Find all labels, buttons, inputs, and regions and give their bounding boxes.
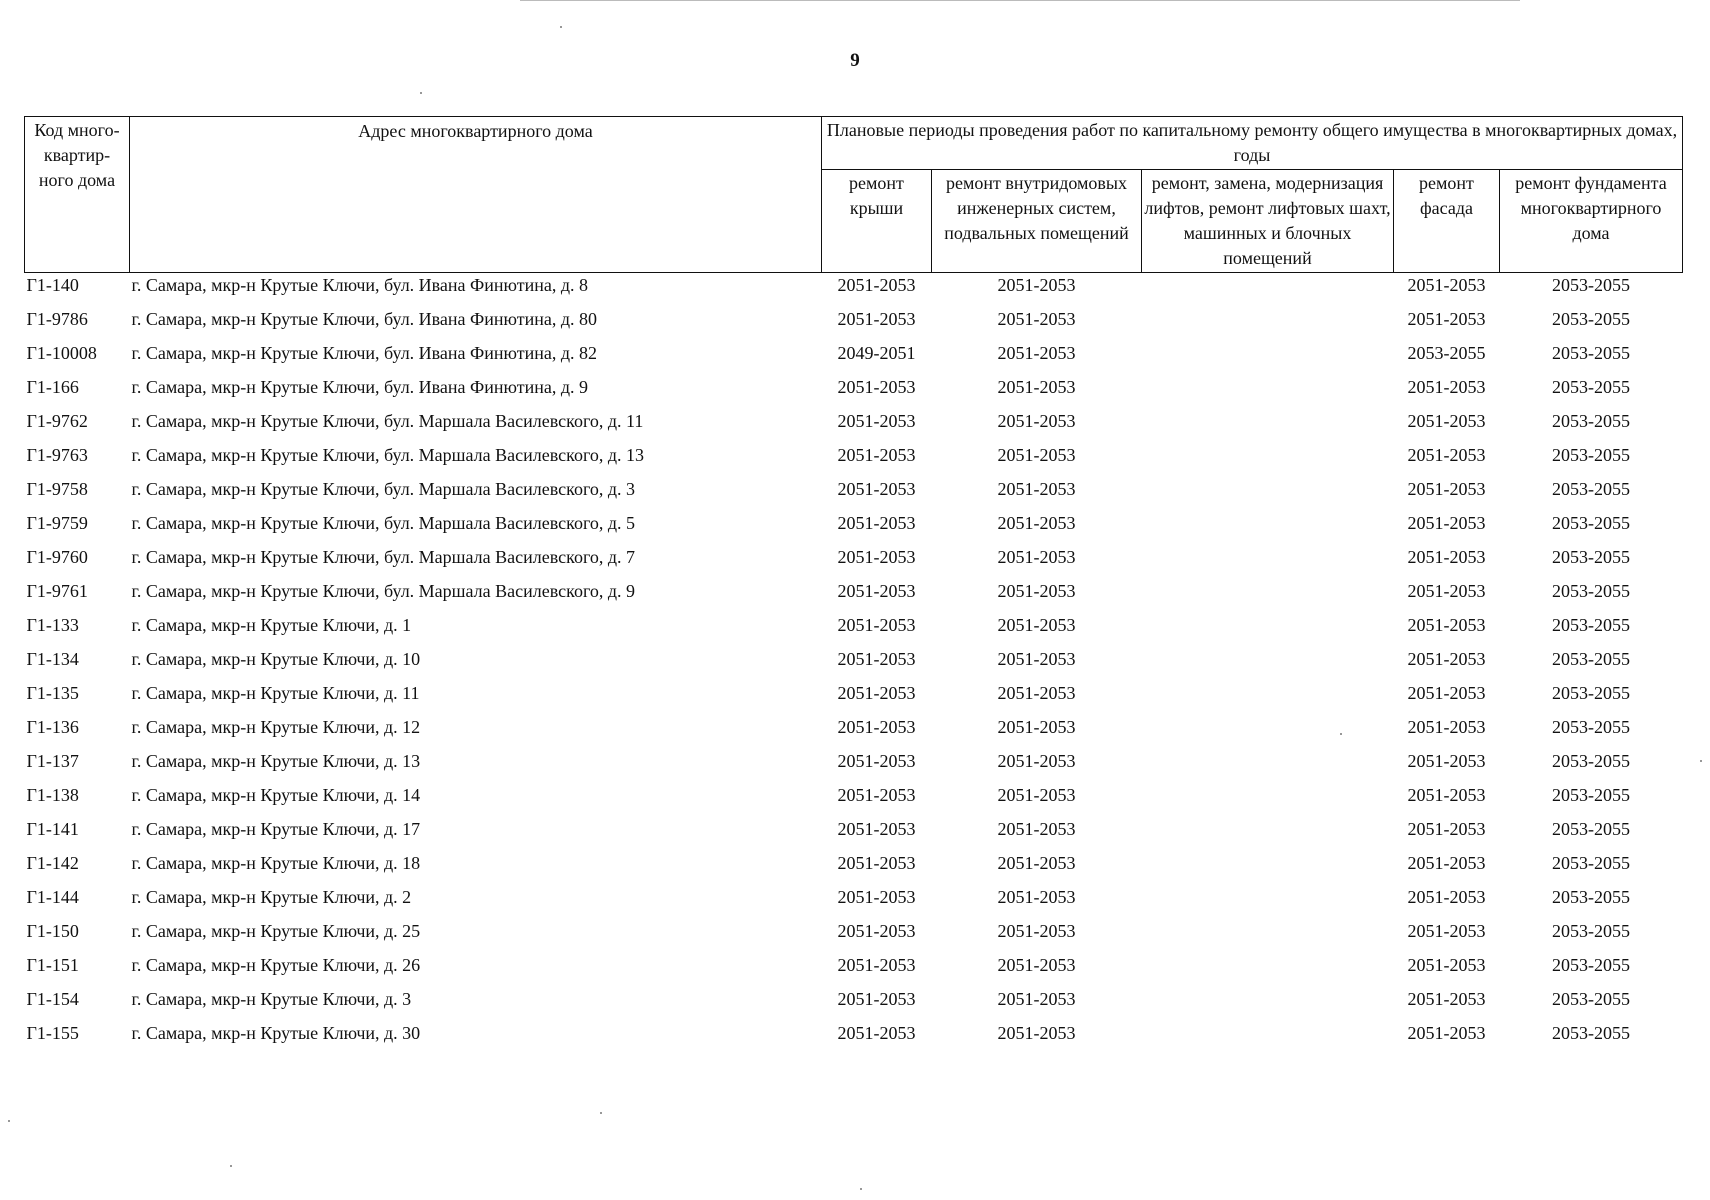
cell-code: Г1-9759 xyxy=(26,513,88,533)
cell-foundation: 2053-2055 xyxy=(1552,343,1630,363)
cell-code: Г1-140 xyxy=(26,275,79,295)
cell-roof: 2051-2053 xyxy=(837,1023,916,1043)
cell-address: г. Самара, мкр-н Крутые Ключи, бул. Ивана Финютина, д. 80 xyxy=(131,309,598,329)
cell-roof: 2051-2053 xyxy=(837,785,916,805)
cell-foundation: 2053-2055 xyxy=(1552,581,1630,601)
cell-roof: 2051-2053 xyxy=(837,581,916,601)
cell-code: Г1-134 xyxy=(26,649,79,669)
cell-code: Г1-133 xyxy=(26,615,79,635)
cell-foundation: 2053-2055 xyxy=(1552,377,1630,397)
cell-systems: 2051-2053 xyxy=(997,989,1076,1009)
table-row xyxy=(25,273,1683,308)
table-row xyxy=(25,511,1683,545)
cell-facade: 2051-2053 xyxy=(1407,445,1486,465)
cell-facade: 2053-2055 xyxy=(1407,343,1486,363)
table-row xyxy=(25,375,1683,409)
header-code: Код много-квартир-ного дома xyxy=(25,117,130,273)
cell-code: Г1-155 xyxy=(26,1023,79,1043)
cell-foundation: 2053-2055 xyxy=(1552,717,1630,737)
scan-speck xyxy=(1700,760,1702,762)
cell-foundation: 2053-2055 xyxy=(1552,921,1630,941)
cell-roof: 2051-2053 xyxy=(837,819,916,839)
cell-address: г. Самара, мкр-н Крутые Ключи, бул. Маршала Василевского, д. 9 xyxy=(131,581,636,601)
cell-foundation: 2053-2055 xyxy=(1552,955,1630,975)
cell-systems: 2051-2053 xyxy=(997,275,1076,295)
table-row xyxy=(25,409,1683,443)
table-row xyxy=(25,613,1683,647)
cell-foundation: 2053-2055 xyxy=(1552,445,1630,465)
header-foundation: ремонт фундамента многоквартирного дома xyxy=(1500,170,1683,273)
cell-address: г. Самара, мкр-н Крутые Ключи, д. 1 xyxy=(131,615,412,635)
cell-systems: 2051-2053 xyxy=(997,819,1076,839)
cell-facade: 2051-2053 xyxy=(1407,717,1486,737)
cell-roof: 2051-2053 xyxy=(837,683,916,703)
cell-elevators xyxy=(1142,579,1394,613)
cell-foundation: 2053-2055 xyxy=(1552,513,1630,533)
cell-elevators xyxy=(1142,443,1394,477)
cell-elevators xyxy=(1142,681,1394,715)
cell-foundation: 2053-2055 xyxy=(1552,989,1630,1009)
table-header xyxy=(25,117,1683,273)
cell-systems: 2051-2053 xyxy=(997,445,1076,465)
cell-facade: 2051-2053 xyxy=(1407,887,1486,907)
cell-roof: 2051-2053 xyxy=(837,479,916,499)
cell-code: Г1-150 xyxy=(26,921,79,941)
cell-systems: 2051-2053 xyxy=(997,479,1076,499)
cell-facade: 2051-2053 xyxy=(1407,513,1486,533)
cell-roof: 2051-2053 xyxy=(837,513,916,533)
cell-foundation: 2053-2055 xyxy=(1552,887,1630,907)
cell-address: г. Самара, мкр-н Крутые Ключи, д. 13 xyxy=(131,751,421,771)
cell-foundation: 2053-2055 xyxy=(1552,547,1630,567)
table-row xyxy=(25,885,1683,919)
cell-code: Г1-9758 xyxy=(26,479,88,499)
cell-address: г. Самара, мкр-н Крутые Ключи, бул. Маршала Василевского, д. 7 xyxy=(131,547,636,567)
cell-foundation: 2053-2055 xyxy=(1552,853,1630,873)
cell-address: г. Самара, мкр-н Крутые Ключи, д. 17 xyxy=(131,819,421,839)
cell-roof: 2051-2053 xyxy=(837,717,916,737)
cell-address: г. Самара, мкр-н Крутые Ключи, бул. Ивана Финютина, д. 9 xyxy=(131,377,589,397)
cell-address: г. Самара, мкр-н Крутые Ключи, бул. Маршала Василевского, д. 13 xyxy=(131,445,645,465)
cell-roof: 2051-2053 xyxy=(837,955,916,975)
scan-speck xyxy=(230,1165,232,1167)
cell-address: г. Самара, мкр-н Крутые Ключи, д. 18 xyxy=(131,853,421,873)
table-row xyxy=(25,579,1683,613)
cell-elevators xyxy=(1142,817,1394,851)
cell-address: г. Самара, мкр-н Крутые Ключи, д. 26 xyxy=(131,955,421,975)
cell-facade: 2051-2053 xyxy=(1407,819,1486,839)
cell-code: Г1-154 xyxy=(26,989,79,1009)
cell-address: г. Самара, мкр-н Крутые Ключи, д. 12 xyxy=(131,717,421,737)
table-row xyxy=(25,851,1683,885)
cell-code: Г1-166 xyxy=(26,377,79,397)
header-systems: ремонт внутридомовых инженерных систем, подвальных помещений xyxy=(932,170,1142,273)
cell-roof: 2051-2053 xyxy=(837,411,916,431)
cell-systems: 2051-2053 xyxy=(997,411,1076,431)
cell-systems: 2051-2053 xyxy=(997,547,1076,567)
cell-roof: 2051-2053 xyxy=(837,751,916,771)
cell-code: Г1-135 xyxy=(26,683,79,703)
cell-address: г. Самара, мкр-н Крутые Ключи, д. 30 xyxy=(131,1023,421,1043)
cell-elevators xyxy=(1142,273,1394,308)
cell-facade: 2051-2053 xyxy=(1407,989,1486,1009)
cell-elevators xyxy=(1142,647,1394,681)
table-row xyxy=(25,443,1683,477)
cell-facade: 2051-2053 xyxy=(1407,1023,1486,1043)
cell-code: Г1-144 xyxy=(26,887,79,907)
cell-systems: 2051-2053 xyxy=(997,615,1076,635)
table-row xyxy=(25,817,1683,851)
header-elevators: ремонт, замена, модернизация лифтов, ремонт лифтовых шахт, машинных и блочных помещений xyxy=(1142,170,1394,273)
cell-facade: 2051-2053 xyxy=(1407,683,1486,703)
cell-roof: 2051-2053 xyxy=(837,547,916,567)
table-row xyxy=(25,647,1683,681)
cell-systems: 2051-2053 xyxy=(997,377,1076,397)
header-roof: ремонт крыши xyxy=(822,170,932,273)
cell-facade: 2051-2053 xyxy=(1407,309,1486,329)
cell-roof: 2049-2051 xyxy=(837,343,916,363)
cell-elevators xyxy=(1142,851,1394,885)
header-address: Адрес многоквартирного дома xyxy=(130,117,822,273)
cell-facade: 2051-2053 xyxy=(1407,785,1486,805)
header-row-1 xyxy=(25,117,1683,170)
table-row xyxy=(25,987,1683,1021)
cell-facade: 2051-2053 xyxy=(1407,275,1486,295)
cell-facade: 2051-2053 xyxy=(1407,751,1486,771)
cell-elevators xyxy=(1142,885,1394,919)
cell-foundation: 2053-2055 xyxy=(1552,649,1630,669)
cell-code: Г1-151 xyxy=(26,955,79,975)
table-row xyxy=(25,919,1683,953)
cell-roof: 2051-2053 xyxy=(837,649,916,669)
cell-elevators xyxy=(1142,953,1394,987)
cell-facade: 2051-2053 xyxy=(1407,411,1486,431)
cell-elevators xyxy=(1142,783,1394,817)
cell-elevators xyxy=(1142,545,1394,579)
scan-speck xyxy=(860,1188,862,1190)
cell-address: г. Самара, мкр-н Крутые Ключи, д. 25 xyxy=(131,921,421,941)
cell-code: Г1-10008 xyxy=(26,343,97,363)
cell-roof: 2051-2053 xyxy=(837,887,916,907)
cell-foundation: 2053-2055 xyxy=(1552,275,1630,295)
scan-top-edge-line xyxy=(520,0,1520,1)
scan-speck xyxy=(600,1112,602,1114)
cell-roof: 2051-2053 xyxy=(837,853,916,873)
cell-foundation: 2053-2055 xyxy=(1552,479,1630,499)
table-row xyxy=(25,749,1683,783)
cell-facade: 2051-2053 xyxy=(1407,615,1486,635)
cell-facade: 2051-2053 xyxy=(1407,547,1486,567)
header-facade: ремонт фасада xyxy=(1394,170,1500,273)
cell-elevators xyxy=(1142,613,1394,647)
cell-code: Г1-138 xyxy=(26,785,79,805)
cell-systems: 2051-2053 xyxy=(997,343,1076,363)
cell-facade: 2051-2053 xyxy=(1407,853,1486,873)
cell-code: Г1-142 xyxy=(26,853,79,873)
cell-foundation: 2053-2055 xyxy=(1552,785,1630,805)
cell-code: Г1-9762 xyxy=(26,411,88,431)
cell-elevators xyxy=(1142,477,1394,511)
cell-systems: 2051-2053 xyxy=(997,921,1076,941)
table-body xyxy=(25,273,1683,1056)
repair-schedule-table xyxy=(24,116,1683,1055)
cell-code: Г1-9786 xyxy=(26,309,88,329)
cell-facade: 2051-2053 xyxy=(1407,377,1486,397)
cell-elevators xyxy=(1142,409,1394,443)
cell-roof: 2051-2053 xyxy=(837,921,916,941)
table-row xyxy=(25,545,1683,579)
cell-roof: 2051-2053 xyxy=(837,989,916,1009)
cell-elevators xyxy=(1142,341,1394,375)
cell-systems: 2051-2053 xyxy=(997,853,1076,873)
cell-roof: 2051-2053 xyxy=(837,309,916,329)
cell-roof: 2051-2053 xyxy=(837,275,916,295)
cell-elevators xyxy=(1142,715,1394,749)
cell-elevators xyxy=(1142,375,1394,409)
cell-foundation: 2053-2055 xyxy=(1552,615,1630,635)
cell-code: Г1-9761 xyxy=(26,581,88,601)
table-row xyxy=(25,307,1683,341)
page-number: 9 xyxy=(850,50,860,71)
scan-speck xyxy=(420,92,422,94)
cell-systems: 2051-2053 xyxy=(997,955,1076,975)
cell-systems: 2051-2053 xyxy=(997,649,1076,669)
cell-foundation: 2053-2055 xyxy=(1552,309,1630,329)
cell-code: Г1-136 xyxy=(26,717,79,737)
cell-systems: 2051-2053 xyxy=(997,1023,1076,1043)
cell-systems: 2051-2053 xyxy=(997,717,1076,737)
cell-address: г. Самара, мкр-н Крутые Ключи, д. 14 xyxy=(131,785,421,805)
table-row xyxy=(25,681,1683,715)
cell-foundation: 2053-2055 xyxy=(1552,819,1630,839)
cell-systems: 2051-2053 xyxy=(997,581,1076,601)
cell-foundation: 2053-2055 xyxy=(1552,411,1630,431)
cell-code: Г1-9763 xyxy=(26,445,88,465)
cell-code: Г1-141 xyxy=(26,819,79,839)
cell-address: г. Самара, мкр-н Крутые Ключи, д. 3 xyxy=(131,989,412,1009)
cell-address: г. Самара, мкр-н Крутые Ключи, бул. Маршала Василевского, д. 3 xyxy=(131,479,636,499)
cell-facade: 2051-2053 xyxy=(1407,921,1486,941)
table-row xyxy=(25,1021,1683,1055)
cell-code: Г1-137 xyxy=(26,751,79,771)
table-row xyxy=(25,953,1683,987)
cell-code: Г1-9760 xyxy=(26,547,88,567)
cell-facade: 2051-2053 xyxy=(1407,649,1486,669)
scan-speck xyxy=(1340,733,1342,735)
cell-address: г. Самара, мкр-н Крутые Ключи, бул. Маршала Василевского, д. 11 xyxy=(131,411,644,431)
cell-systems: 2051-2053 xyxy=(997,887,1076,907)
cell-systems: 2051-2053 xyxy=(997,683,1076,703)
cell-roof: 2051-2053 xyxy=(837,377,916,397)
cell-foundation: 2053-2055 xyxy=(1552,683,1630,703)
table-row xyxy=(25,341,1683,375)
scan-speck xyxy=(560,26,562,28)
scan-speck xyxy=(8,1120,10,1122)
cell-address: г. Самара, мкр-н Крутые Ключи, д. 10 xyxy=(131,649,421,669)
table-row xyxy=(25,783,1683,817)
cell-roof: 2051-2053 xyxy=(837,615,916,635)
cell-foundation: 2053-2055 xyxy=(1552,751,1630,771)
cell-address: г. Самара, мкр-н Крутые Ключи, д. 11 xyxy=(131,683,420,703)
header-periods-group: Плановые периоды проведения работ по капитальному ремонту общего имущества в многоквартирных домах, годы xyxy=(822,117,1683,170)
cell-roof: 2051-2053 xyxy=(837,445,916,465)
cell-systems: 2051-2053 xyxy=(997,513,1076,533)
cell-elevators xyxy=(1142,511,1394,545)
table-row xyxy=(25,715,1683,749)
cell-systems: 2051-2053 xyxy=(997,309,1076,329)
cell-elevators xyxy=(1142,919,1394,953)
cell-foundation: 2053-2055 xyxy=(1552,1023,1630,1043)
cell-elevators xyxy=(1142,749,1394,783)
cell-address: г. Самара, мкр-н Крутые Ключи, бул. Ивана Финютина, д. 8 xyxy=(131,275,589,295)
cell-address: г. Самара, мкр-н Крутые Ключи, бул. Маршала Василевского, д. 5 xyxy=(131,513,636,533)
cell-systems: 2051-2053 xyxy=(997,751,1076,771)
cell-elevators xyxy=(1142,987,1394,1021)
cell-facade: 2051-2053 xyxy=(1407,581,1486,601)
cell-elevators xyxy=(1142,307,1394,341)
cell-address: г. Самара, мкр-н Крутые Ключи, д. 2 xyxy=(131,887,412,907)
cell-address: г. Самара, мкр-н Крутые Ключи, бул. Ивана Финютина, д. 82 xyxy=(131,343,598,363)
cell-systems: 2051-2053 xyxy=(997,785,1076,805)
cell-elevators xyxy=(1142,1021,1394,1055)
cell-facade: 2051-2053 xyxy=(1407,479,1486,499)
table-row xyxy=(25,477,1683,511)
cell-facade: 2051-2053 xyxy=(1407,955,1486,975)
